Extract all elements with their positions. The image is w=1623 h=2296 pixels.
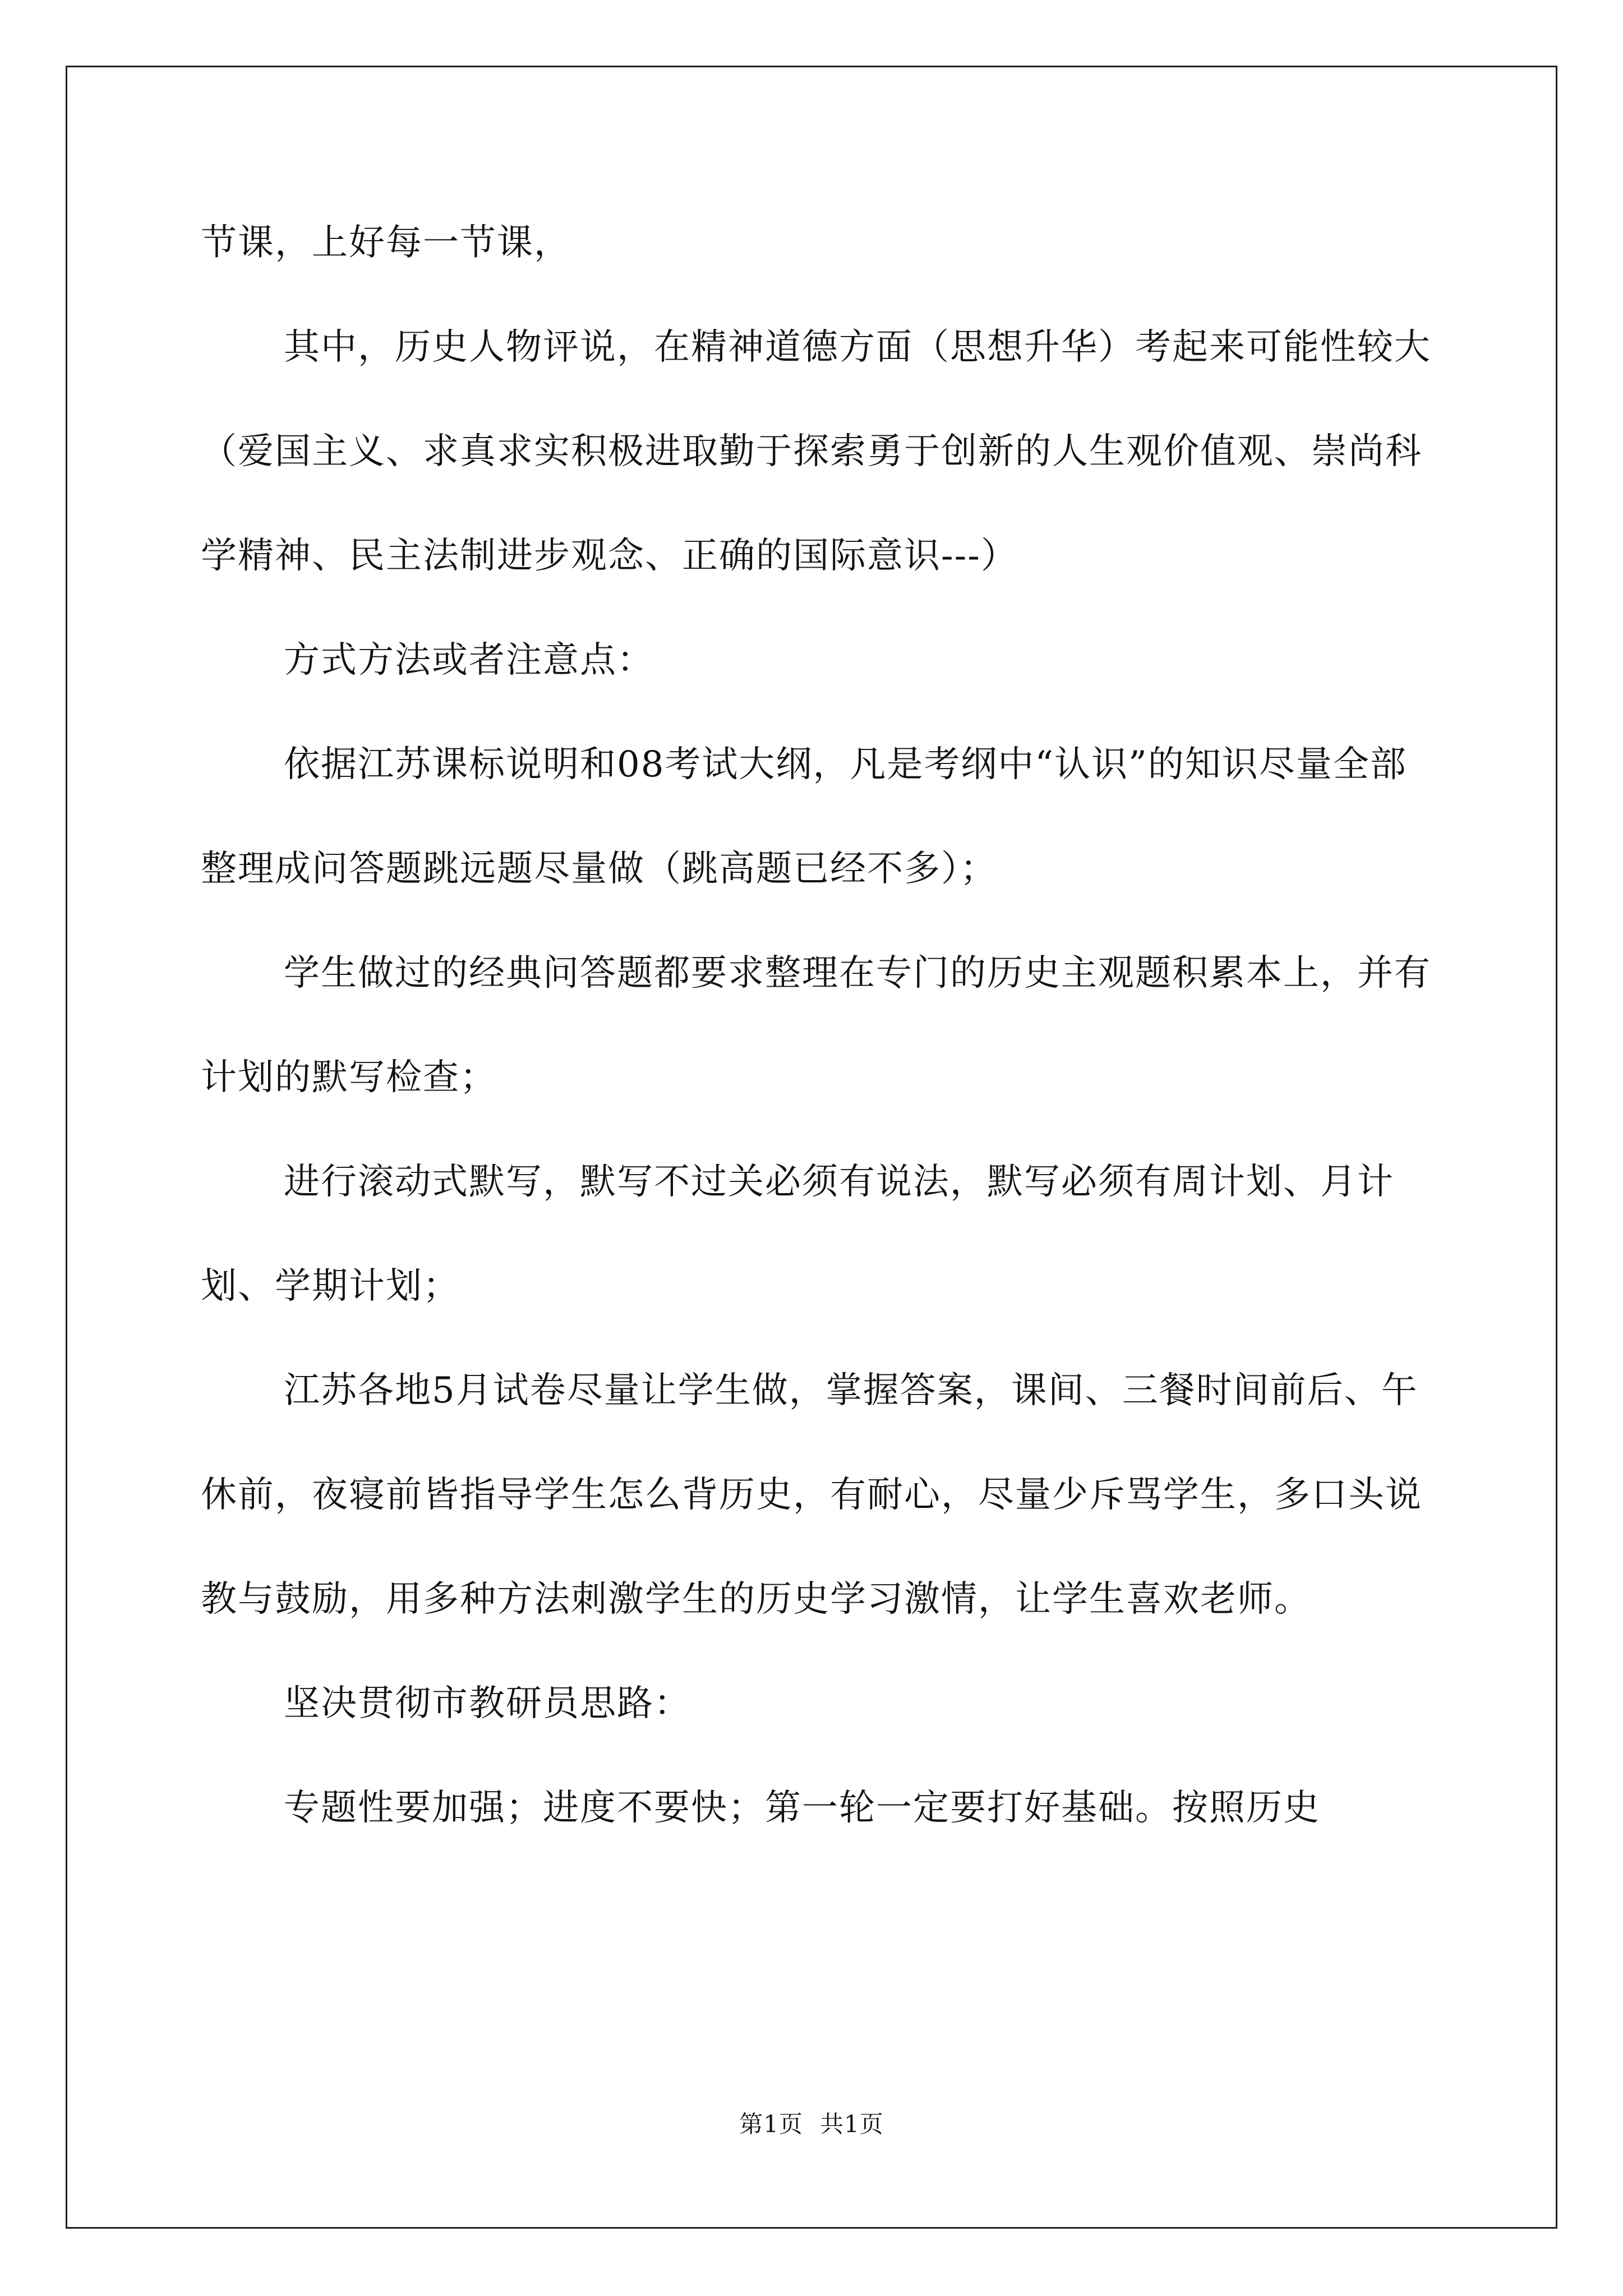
paragraph-4: 依据江苏课标说明和08考试大纲，凡是考纲中“认识”的知识尽量全部整理成问答题跳远题尽量做（跳高题已经不多）； [201,744,1407,890]
page-number: 第1页 [739,2110,803,2138]
paragraph-9: 专题性要加强；进度不要快；第一轮一定要打好基础。按照历史 [284,1787,1320,1829]
paragraph-2: 其中，历史人物评说，在精神道德方面（思想升华）考起来可能性较大（爱国主义、求真求实积极进取勤于探索勇于创新的人生观价值观、崇尚科学精神、民主法制进步观念、正确的国际意识---） [201,326,1431,577]
paragraph-3: 方式方法或者注意点： [284,639,654,681]
page-footer [0,2108,1623,2141]
page-total: 共1页 [820,2110,884,2138]
document-body [201,191,1435,1860]
paragraph-1: 节课，上好每一节课， [201,222,571,264]
paragraph-7: 江苏各地5月试卷尽量让学生做，掌握答案，课间、三餐时间前后、午休前，夜寝前皆指导学生怎么背历史，有耐心，尽量少斥骂学生，多口头说教与鼓励，用多种方法刺激学生的历史学习激情，让学生喜欢老师。 [201,1370,1422,1620]
paragraph-8: 坚决贯彻市教研员思路： [284,1683,691,1724]
paragraph-5: 学生做过的经典问答题都要求整理在专门的历史主观题积累本上，并有计划的默写检查； [201,953,1431,1098]
paragraph-6: 进行滚动式默写，默写不过关必须有说法，默写必须有周计划、月计划、学期计划； [201,1161,1394,1307]
